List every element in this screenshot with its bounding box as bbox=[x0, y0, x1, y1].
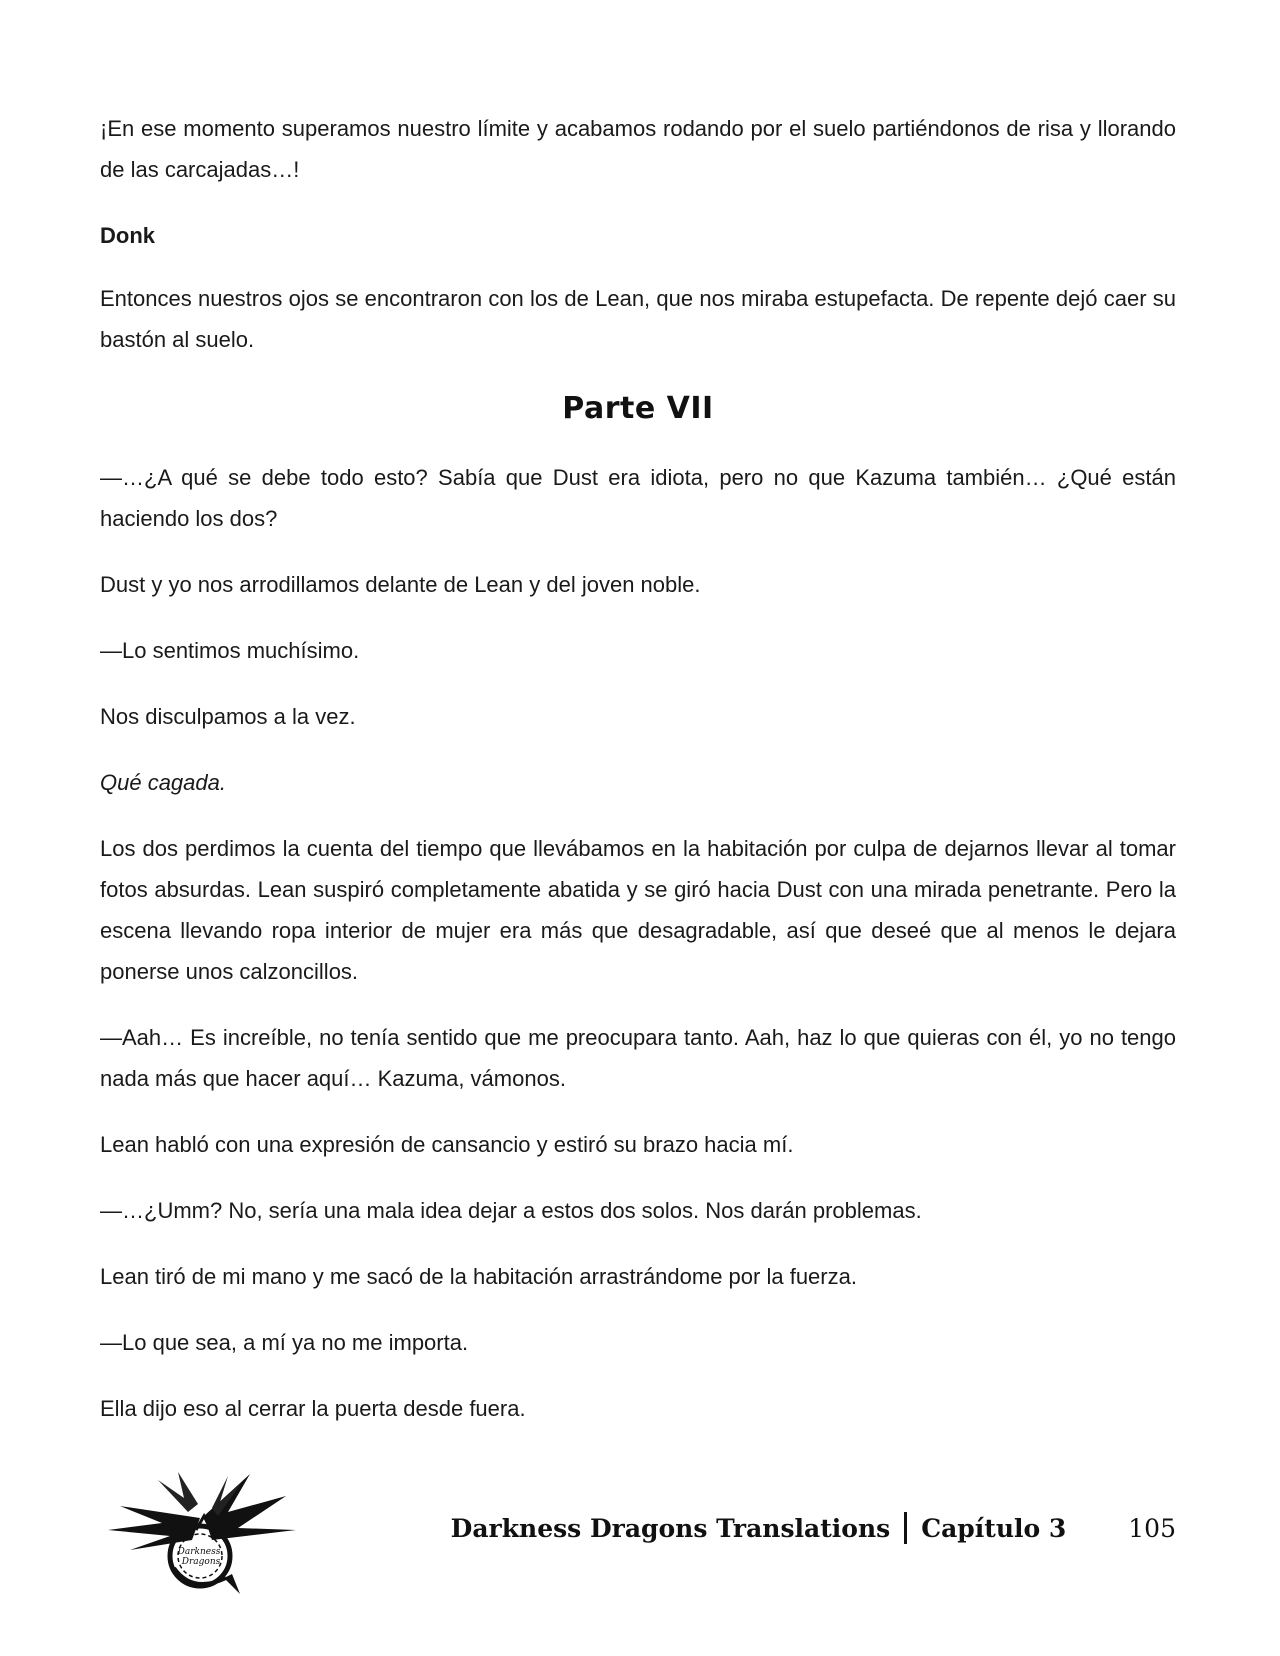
logo-text: Dragons bbox=[181, 1557, 221, 1567]
thought-paragraph: Qué cagada. bbox=[100, 770, 226, 795]
paragraph: Nos disculpamos a la vez. bbox=[100, 704, 356, 729]
dragon-logo-icon bbox=[100, 1468, 300, 1598]
chapter-label: Capítulo 3 bbox=[921, 1513, 1067, 1543]
paragraph: —Aah… Es increíble, no tenía sentido que me preocupara tanto. Aah, haz lo que quieras con él, yo no tengo nada más que hacer aquí… Kazuma, vámonos. bbox=[100, 1025, 1176, 1091]
footer-credit bbox=[451, 1512, 1176, 1544]
paragraph: Lean tiró de mi mano y me sacó de la habitación arrastrándome por la fuerza. bbox=[100, 1264, 857, 1289]
paragraph: —Lo que sea, a mí ya no me importa. bbox=[100, 1330, 469, 1355]
paragraph: Ella dijo eso al cerrar la puerta desde fuera. bbox=[100, 1396, 526, 1421]
paragraph: —…¿A qué se debe todo esto? Sabía que Dust era idiota, pero no que Kazuma también… ¿Qué están haciendo los dos? bbox=[100, 465, 1176, 531]
body-text bbox=[100, 108, 1176, 1454]
paragraph: Entonces nuestros ojos se encontraron con los de Lean, que nos miraba estupefacta. De repente dejó caer su bastón al suelo. bbox=[100, 286, 1176, 352]
footer-divider bbox=[904, 1512, 907, 1544]
page-footer bbox=[100, 1468, 1176, 1598]
paragraph: Dust y yo nos arrodillamos delante de Lean y del joven noble. bbox=[100, 572, 701, 597]
paragraph: Los dos perdimos la cuenta del tiempo que llevábamos en la habitación por culpa de dejarnos llevar al tomar fotos absurdas. Lean suspiró completamente abatida y se giró hacia Dust con una mirada penetrante. Pero la escena llevando ropa interior de mujer era más que desagradable, así que deseé que al menos le dejara ponerse unos calzoncillos. bbox=[100, 836, 1176, 984]
paragraph: —…¿Umm? No, sería una mala idea dejar a estos dos solos. Nos darán problemas. bbox=[100, 1198, 922, 1223]
paragraph: ¡En ese momento superamos nuestro límite y acabamos rodando por el suelo partiéndonos de risa y llorando de las carcajadas…! bbox=[100, 116, 1176, 182]
paragraph: —Lo sentimos muchísimo. bbox=[100, 638, 360, 663]
logo-text: Darkness bbox=[177, 1547, 221, 1557]
section-heading: Parte VII bbox=[562, 391, 714, 426]
sound-effect: Donk bbox=[100, 223, 155, 248]
paragraph: Lean habló con una expresión de cansancio y estiró su brazo hacia mí. bbox=[100, 1132, 794, 1157]
page-number: 105 bbox=[1128, 1513, 1176, 1543]
group-name: Darkness Dragons Translations bbox=[450, 1513, 891, 1543]
